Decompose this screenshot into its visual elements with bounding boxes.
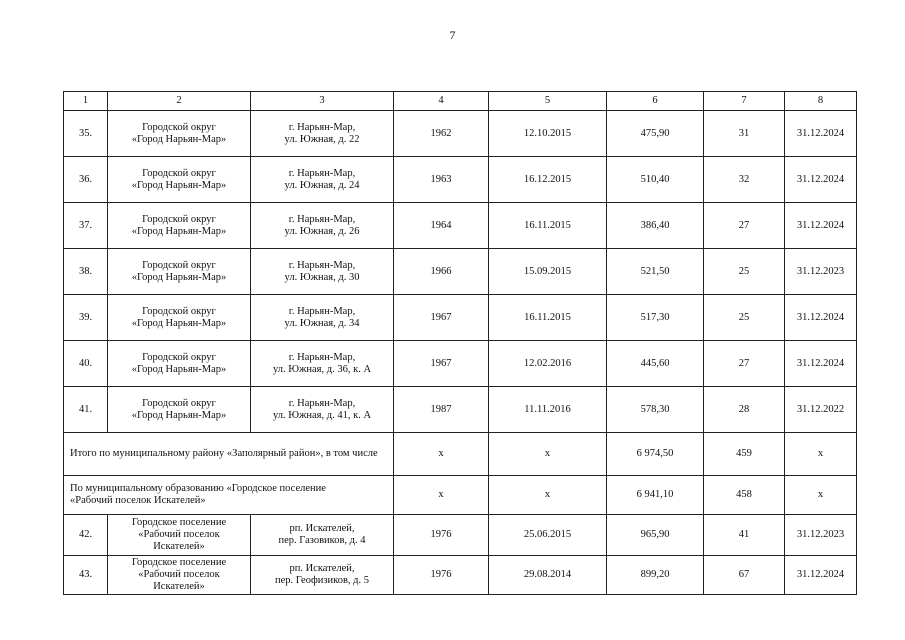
year-cell: 1963 (394, 157, 489, 203)
area-cell: 445,60 (607, 341, 704, 387)
address-cell (251, 556, 394, 595)
table-row (64, 249, 857, 295)
municipality-cell (108, 556, 251, 595)
address-line: ул. Южная, д. 24 (284, 179, 360, 191)
table-row (64, 556, 857, 595)
row-number: 38. (64, 249, 108, 295)
municipality-line: «Город Нарьян-Мар» (131, 271, 227, 283)
total-label: Итого по муниципальному району «Заполярный район», в том числе (64, 433, 394, 476)
row-number: 41. (64, 387, 108, 433)
address-line: ул. Южная, д. 36, к. А (272, 363, 372, 375)
deadline-cell: 31.12.2023 (785, 515, 857, 556)
area-cell: 6 974,50 (607, 433, 704, 476)
address-cell (251, 341, 394, 387)
date-cell: 16.11.2015 (489, 203, 607, 249)
column-header: 3 (251, 92, 394, 111)
total-label (64, 476, 394, 515)
municipality-cell (108, 157, 251, 203)
municipality-cell (108, 249, 251, 295)
address-line: г. Нарьян-Мар, (288, 351, 356, 363)
address-cell (251, 203, 394, 249)
year-cell: 1976 (394, 556, 489, 595)
deadline-cell: 31.12.2023 (785, 249, 857, 295)
municipality-line: «Город Нарьян-Мар» (131, 317, 227, 329)
address-line: пер. Геофизиков, д. 5 (274, 575, 370, 586)
area-cell: 475,90 (607, 111, 704, 157)
municipality-line: «Рабочий поселок (138, 529, 220, 540)
column-header: 6 (607, 92, 704, 111)
municipality-cell (108, 515, 251, 556)
address-line: ул. Южная, д. 22 (284, 133, 360, 145)
table-row (64, 111, 857, 157)
year-cell: 1967 (394, 341, 489, 387)
municipality-line: Городской округ (142, 213, 216, 225)
address-line: рп. Искателей, (289, 523, 355, 534)
address-cell (251, 515, 394, 556)
count-cell: 41 (704, 515, 785, 556)
total-label-line: «Рабочий поселок Искателей» (70, 495, 206, 506)
date-cell: 15.09.2015 (489, 249, 607, 295)
address-line: г. Нарьян-Мар, (288, 259, 356, 271)
municipality-line: «Город Нарьян-Мар» (131, 225, 227, 237)
row-number: 36. (64, 157, 108, 203)
year-cell: 1962 (394, 111, 489, 157)
municipality-cell (108, 111, 251, 157)
year-cell: 1976 (394, 515, 489, 556)
column-header: 4 (394, 92, 489, 111)
municipality-line: «Город Нарьян-Мар» (131, 133, 227, 145)
count-cell: 27 (704, 341, 785, 387)
column-header: 1 (64, 92, 108, 111)
table-row (64, 203, 857, 249)
municipality-line: Городской округ (142, 121, 216, 133)
count-cell: 31 (704, 111, 785, 157)
municipality-line: Городской округ (142, 351, 216, 363)
municipality-cell (108, 341, 251, 387)
area-cell: 386,40 (607, 203, 704, 249)
area-cell: 510,40 (607, 157, 704, 203)
count-cell: 67 (704, 556, 785, 595)
date-cell: х (489, 433, 607, 476)
municipality-line: «Город Нарьян-Мар» (131, 363, 227, 375)
municipality-line: Городской округ (142, 397, 216, 409)
count-cell: 458 (704, 476, 785, 515)
municipality-cell (108, 295, 251, 341)
area-cell: 521,50 (607, 249, 704, 295)
column-header: 7 (704, 92, 785, 111)
municipality-line: Городской округ (142, 305, 216, 317)
address-line: рп. Искателей, (289, 563, 355, 574)
address-cell (251, 111, 394, 157)
year-cell: 1966 (394, 249, 489, 295)
municipality-cell (108, 387, 251, 433)
deadline-cell: 31.12.2024 (785, 111, 857, 157)
deadline-cell: 31.12.2024 (785, 341, 857, 387)
count-cell: 25 (704, 249, 785, 295)
deadline-cell: 31.12.2024 (785, 295, 857, 341)
address-line: г. Нарьян-Мар, (288, 213, 356, 225)
address-line: ул. Южная, д. 30 (284, 271, 360, 283)
year-cell: х (394, 433, 489, 476)
address-cell (251, 157, 394, 203)
count-cell: 25 (704, 295, 785, 341)
table-row (64, 157, 857, 203)
address-cell (251, 249, 394, 295)
column-header: 2 (108, 92, 251, 111)
row-number: 42. (64, 515, 108, 556)
column-header: 5 (489, 92, 607, 111)
deadline-cell: х (785, 476, 857, 515)
address-line: г. Нарьян-Мар, (288, 121, 356, 133)
row-number: 35. (64, 111, 108, 157)
address-line: г. Нарьян-Мар, (288, 167, 356, 179)
total-row-settlement (64, 476, 857, 515)
date-cell: 11.11.2016 (489, 387, 607, 433)
date-cell: 12.10.2015 (489, 111, 607, 157)
row-number: 43. (64, 556, 108, 595)
row-number: 39. (64, 295, 108, 341)
page-number: 7 (449, 28, 456, 42)
address-line: г. Нарьян-Мар, (288, 397, 356, 409)
municipality-line: Искателей» (153, 581, 205, 592)
count-cell: 27 (704, 203, 785, 249)
municipality-line: «Город Нарьян-Мар» (131, 179, 227, 191)
municipality-cell (108, 203, 251, 249)
deadline-cell: 31.12.2024 (785, 556, 857, 595)
header-row (64, 92, 857, 111)
area-cell: 578,30 (607, 387, 704, 433)
year-cell: 1964 (394, 203, 489, 249)
address-line: ул. Южная, д. 34 (284, 317, 360, 329)
municipality-line: Городской округ (142, 167, 216, 179)
table-row (64, 341, 857, 387)
deadline-cell: 31.12.2022 (785, 387, 857, 433)
area-cell: 899,20 (607, 556, 704, 595)
area-cell: 517,30 (607, 295, 704, 341)
deadline-cell: 31.12.2024 (785, 157, 857, 203)
address-line: ул. Южная, д. 26 (284, 225, 360, 237)
area-cell: 6 941,10 (607, 476, 704, 515)
column-header: 8 (785, 92, 857, 111)
date-cell: 25.06.2015 (489, 515, 607, 556)
count-cell: 28 (704, 387, 785, 433)
table-body (64, 92, 857, 595)
address-line: пер. Газовиков, д. 4 (278, 535, 366, 546)
municipality-line: «Город Нарьян-Мар» (131, 409, 227, 421)
date-cell: 16.12.2015 (489, 157, 607, 203)
date-cell: 16.11.2015 (489, 295, 607, 341)
municipality-line: Городской округ (142, 259, 216, 271)
row-number: 37. (64, 203, 108, 249)
municipality-line: Городское поселение (131, 557, 227, 568)
municipality-line: Городское поселение (131, 517, 227, 528)
date-cell: 12.02.2016 (489, 341, 607, 387)
total-label-line: По муниципальному образованию «Городское поселение (70, 483, 326, 494)
count-cell: 32 (704, 157, 785, 203)
year-cell: 1967 (394, 295, 489, 341)
deadline-cell: х (785, 433, 857, 476)
address-cell (251, 387, 394, 433)
year-cell: х (394, 476, 489, 515)
table-row (64, 515, 857, 556)
date-cell: х (489, 476, 607, 515)
municipality-line: «Рабочий поселок (138, 569, 220, 580)
total-row-district (64, 433, 857, 476)
area-cell: 965,90 (607, 515, 704, 556)
count-cell: 459 (704, 433, 785, 476)
table-row (64, 387, 857, 433)
housing-table (63, 91, 857, 595)
date-cell: 29.08.2014 (489, 556, 607, 595)
deadline-cell: 31.12.2024 (785, 203, 857, 249)
table-row (64, 295, 857, 341)
row-number: 40. (64, 341, 108, 387)
address-line: ул. Южная, д. 41, к. А (272, 409, 372, 421)
address-cell (251, 295, 394, 341)
municipality-line: Искателей» (153, 541, 205, 552)
address-line: г. Нарьян-Мар, (288, 305, 356, 317)
year-cell: 1987 (394, 387, 489, 433)
